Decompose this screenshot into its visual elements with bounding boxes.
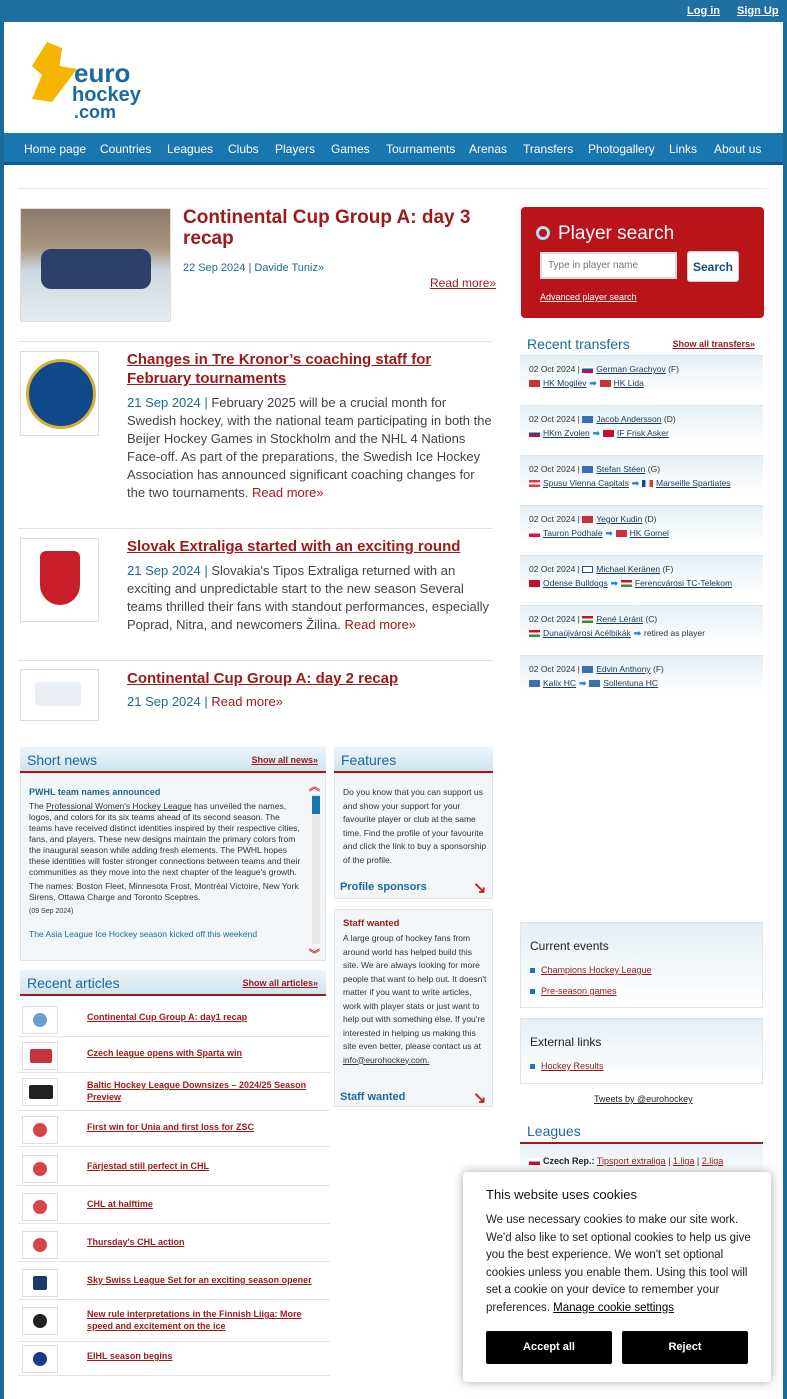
arrow-icon: ↘ (473, 1090, 487, 1107)
player-search-input[interactable] (540, 252, 677, 279)
transfer-from-link[interactable]: Tauron Podhale (543, 528, 603, 538)
transfer-from-link[interactable]: Odense Bulldogs (543, 578, 608, 588)
scroll-up-icon[interactable]: ︽ (309, 781, 320, 793)
news-title[interactable]: Continental Cup Group A: day 2 recap (127, 670, 399, 687)
article-row[interactable]: CHL at halftime (18, 1190, 330, 1224)
external-links-box: External links Hockey Results (520, 1018, 763, 1084)
league-link[interactable]: 1.liga (672, 1156, 695, 1166)
arrow-right-icon: ➡ (610, 578, 618, 588)
scroll-thumb[interactable] (312, 796, 320, 814)
nav-about[interactable]: About us (714, 142, 762, 156)
accept-all-button[interactable]: Accept all (486, 1331, 612, 1364)
transfer-item: 02 Oct 2024 | Michael Keränen (F) Odense Bulldogs ➡ Ferencvárosi TC-Telekom (520, 555, 763, 593)
advanced-search-link[interactable]: Advanced player search (540, 292, 637, 302)
arrow-right-icon: ➡ (589, 378, 597, 388)
featured-title[interactable]: Continental Cup Group A: day 3 recap (183, 207, 471, 249)
transfer-item: 02 Oct 2024 | René Léránt (C) Dunaújvárosi Acélbikák ➡ retired as player (520, 605, 763, 643)
divider (18, 188, 768, 189)
short-news-item-title[interactable]: PWHL team names announced (29, 787, 161, 797)
article-row[interactable]: EIHL season begins (18, 1342, 330, 1376)
chl-icon (22, 1193, 58, 1221)
news-logo-tipos[interactable] (20, 538, 99, 622)
short-news-box[interactable]: PWHL team names announced The Professional Women's Hockey League has unveiled the names, logos, and colors for its six teams ahead of its second season. The teams have received distinct identities inspired by their respective cities, fans, and players. These new designs maintain the primary colors from the inaugural season while adding fresh elements. The PWHL hopes these identities will foster stronger connections between teams and their communities as they move into the next chapter of the league's growth. The names: Boston Fleet, Minnesota Frost, Montréal Victoire, New York Sirens, Ottawa Charge and Toronto Sceptres. (09 Sep 2024) The Asia League Ice Hockey season kicked off this weekend ︽ ︾ (20, 773, 326, 961)
current-event-link[interactable]: Champions Hockey League (541, 965, 652, 975)
nav-games[interactable]: Games (331, 142, 370, 156)
chl-icon (22, 1116, 58, 1144)
article-icon (22, 1006, 58, 1034)
transfer-from-link[interactable]: HKm Zvolen (543, 428, 590, 438)
current-events-box: Current events Champions Hockey League Pre-season games (520, 922, 763, 1008)
signup-link[interactable]: Sign Up (737, 5, 779, 17)
article-row[interactable]: New rule interpretations in the Finnish Liiga: More speed and excitement on the ice (18, 1304, 330, 1342)
reject-button[interactable]: Reject (622, 1331, 748, 1364)
leagues-row: Czech Rep.: Tipsport extraliga | 1.liga | 2.liga (520, 1144, 763, 1174)
featured-image[interactable] (20, 208, 171, 322)
news-read-more[interactable]: Read more» (211, 694, 283, 709)
nav-countries[interactable]: Countries (100, 142, 152, 156)
news-read-more[interactable]: Read more» (252, 485, 324, 500)
transfer-item: 02 Oct 2024 | Jacob Andersson (D) HKm Zvolen ➡ IF Frisk Asker (520, 405, 763, 443)
news-logo-continental-cup[interactable] (20, 669, 99, 721)
transfer-from-link[interactable]: Dunaújvárosi Acélbikák (543, 628, 631, 638)
news-body: 21 Sep 2024 | Slovakia's Tipos Extraliga returned with an exciting and unpredictable start to the new season Several teams thrilled their fans with standout performances, especially Poprad, Nitra, and newcomers Žilina. Read more» (127, 563, 490, 632)
transfer-from-link[interactable]: Kalix HC (543, 678, 577, 688)
arrow-right-icon: ➡ (633, 628, 642, 638)
news-title[interactable]: Slovak Extraliga started with an exciting round (127, 538, 461, 555)
transfer-item: 02 Oct 2024 | Yegor Kudin (D) Tauron Podhale ➡ HK Gomel (520, 505, 763, 543)
transfer-player-link[interactable]: Edvin Anthony (596, 664, 651, 674)
article-row[interactable]: Thursday's CHL action (18, 1228, 330, 1262)
tweets-link[interactable]: Tweets by @eurohockey (594, 1094, 693, 1104)
magnifier-icon (536, 226, 550, 240)
article-row[interactable]: Continental Cup Group A: day1 recap (18, 1003, 330, 1037)
scroll-track[interactable] (312, 794, 320, 944)
external-link[interactable]: Hockey Results (541, 1061, 604, 1071)
news-body: 21 Sep 2024 | February 2025 will be a crucial month for Swedish hockey, with the national team participating in both the Beijer Hockey Games in Stockholm and the NHL 4 Nations Face-off. As part of the preparations, the Swedish Ice Hockey Association has announced significant coaching changes for the two tournaments. Read more» (127, 395, 492, 500)
transfer-player-link[interactable]: German Grachyov (596, 364, 666, 374)
transfer-item: 02 Oct 2024 | Edvin Anthony (F) Kalix HC ➡ Sollentuna HC (520, 655, 763, 693)
cookie-dialog: This website uses cookies We use necessary cookies to make our site work. We'd also like to set optional cookies to help us give you the best experience. We won't set optional cookies unless you enable them. Using this tool will set a cookie on your device to remember your preferences. Manage cookie settings Accept all Reject (463, 1172, 771, 1382)
login-link[interactable]: Log in (687, 5, 720, 17)
transfer-to-link[interactable]: IF Frisk Asker (616, 428, 669, 438)
article-icon (22, 1345, 58, 1373)
league-link[interactable]: Tipsport extraliga (596, 1156, 666, 1166)
transfer-from-link[interactable]: Spusu Vienna Capitals (543, 478, 629, 488)
news-body: 21 Sep 2024 | Read more» (127, 694, 283, 709)
transfer-player-link[interactable]: Yegor Kudin (596, 514, 643, 524)
league-link[interactable]: 2.liga (701, 1156, 724, 1166)
divider (18, 341, 493, 342)
featured-read-more[interactable]: Read more» (430, 276, 497, 290)
nav-links[interactable]: Links (669, 142, 698, 156)
transfers-header: Recent transfers Show all transfers» (520, 331, 763, 357)
arrow-icon: ↘ (473, 880, 487, 897)
transfer-player-link[interactable]: René Léránt (596, 614, 644, 624)
article-icon (22, 1307, 58, 1335)
leagues-header: Leagues (520, 1118, 763, 1144)
arrow-right-icon: ➡ (592, 428, 600, 438)
featured-meta: 22 Sep 2024 | Davide Tuniz» (183, 262, 325, 274)
staff-wanted-link[interactable]: Staff wanted (340, 1091, 406, 1103)
author-link[interactable]: Davide Tuniz» (254, 262, 325, 274)
top-bar (0, 0, 787, 22)
transfer-item: 02 Oct 2024 | German Grachyov (F) HK Mogilev ➡ HK Lida (520, 355, 763, 393)
news-title[interactable]: Changes in Tre Kronor’s coaching staff for February tournaments (127, 351, 432, 387)
arrow-right-icon: ➡ (631, 478, 639, 488)
article-icon (22, 1042, 58, 1070)
article-icon (22, 1269, 58, 1297)
site-logo[interactable]: euro hockey .com (22, 38, 152, 128)
article-icon (22, 1078, 58, 1106)
cookie-title: This website uses cookies (486, 1187, 638, 1202)
transfer-to-link[interactable]: HK Lida (613, 378, 644, 388)
transfer-to-link[interactable]: HK Gomel (629, 528, 669, 538)
transfer-to-link[interactable]: Marseille Spartiates (655, 478, 731, 488)
profile-sponsors-link[interactable]: Profile sponsors (340, 881, 427, 893)
email-link[interactable]: info@eurohockey.com. (343, 1054, 430, 1065)
recent-articles-header: Recent articles Show all articles» (20, 970, 326, 996)
nav-arenas[interactable]: Arenas (469, 142, 508, 156)
news-logo-sweden[interactable] (20, 351, 99, 436)
article-row[interactable]: Färjestad still perfect in CHL (18, 1152, 330, 1186)
transfer-player-link[interactable]: Jacob Andersson (596, 414, 662, 424)
main-nav (4, 133, 783, 165)
nav-home[interactable]: Home page (24, 142, 87, 156)
article-row[interactable]: First win for Unia and first loss for ZSC (18, 1113, 330, 1147)
nav-leagues[interactable]: Leagues (167, 142, 214, 156)
transfer-to-link[interactable]: Sollentuna HC (603, 678, 658, 688)
nav-transfers[interactable]: Transfers (523, 142, 574, 156)
nav-photogallery[interactable]: Photogallery (588, 142, 655, 156)
nav-clubs[interactable]: Clubs (228, 142, 259, 156)
current-event-link[interactable]: Pre-season games (541, 986, 617, 996)
features-header: Features (334, 747, 493, 773)
transfer-player-link[interactable]: Michael Keränen (596, 564, 661, 574)
scroll-down-icon[interactable]: ︾ (309, 949, 320, 961)
article-row[interactable]: Sky Swiss League Set for an exciting season opener (18, 1266, 330, 1300)
transfer-to-link[interactable]: Ferencvárosi TC-Telekom (634, 578, 733, 588)
chl-icon (22, 1155, 58, 1183)
arrow-right-icon: ➡ (605, 528, 613, 538)
transfer-from-link[interactable]: HK Mogilev (543, 378, 587, 388)
features-box: Do you know that you can support us and show your support for your favourite player or club at the same time. Find the profile of your favourite and click the link to buy a sponsorship of the profile. Profile sponsors ↘ (334, 773, 493, 899)
flag-icon (529, 1158, 540, 1165)
short-news-header: Short news Show all news» (20, 747, 326, 773)
arrow-right-icon: ➡ (579, 678, 587, 688)
news-read-more[interactable]: Read more» (344, 617, 417, 632)
divider (18, 528, 493, 529)
transfer-item: 02 Oct 2024 | Stefan Stéen (G) Spusu Vienna Capitals ➡ Marseille Spartiates (520, 455, 763, 493)
search-button[interactable]: Search (687, 251, 739, 282)
divider (18, 660, 493, 661)
pwhl-link[interactable]: Professional Women's Hockey League (46, 801, 192, 811)
article-row[interactable]: Baltic Hockey League Downsizes – 2024/25 Season Preview (18, 1075, 330, 1111)
manage-cookie-settings-link[interactable]: Manage cookie settings (553, 1301, 674, 1314)
chl-icon (22, 1231, 58, 1259)
show-all-transfers-link[interactable]: Show all transfers» (672, 339, 755, 349)
show-all-news-link[interactable]: Show all news» (251, 755, 318, 765)
nav-players[interactable]: Players (275, 142, 316, 156)
article-row[interactable]: Czech league opens with Sparta win (18, 1039, 330, 1073)
show-all-articles-link[interactable]: Show all articles» (242, 978, 318, 988)
player-search-box: Player search Type in player name Search Advanced player search (521, 207, 764, 318)
staff-box: Staff wanted A large group of hockey fans from around world has helped build this site. We are always looking for more people that want to help out. It doesn't matter if you want to write articles, work with player stats or just want to help out with something else. If you're interested in helping us making this site even better, please contact us at info@eurohockey.com. Staff wanted ↘ (334, 909, 493, 1107)
nav-tournaments[interactable]: Tournaments (386, 142, 456, 156)
transfer-player-link[interactable]: Stefan Stéen (596, 464, 646, 474)
